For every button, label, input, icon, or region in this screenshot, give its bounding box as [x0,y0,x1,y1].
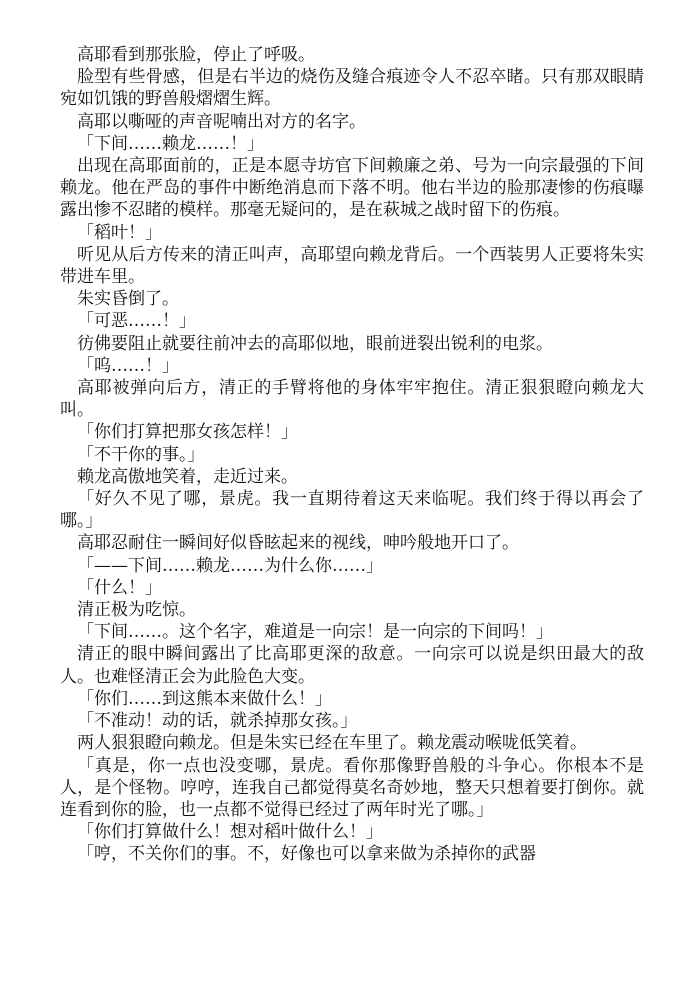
paragraph: 高耶被弹向后方，清正的手臂将他的身体牢牢抱住。清正狠狠瞪向赖龙大叫。 [60,378,644,421]
dialogue-line: 「呜……！」 [77,355,179,376]
paragraph: 彷佛要阻止就要往前冲去的高耶似地，眼前迸裂出锐利的电浆。 [77,333,553,354]
document-body [60,44,644,866]
dialogue-line: 「真是，你一点也没变哪，景虎。看你那像野兽般的斗争心。你根本不是人，是个怪物。哼哼，连我自己都觉得莫名奇妙地，整天只想着要打倒你。就连看到你的脸，也一点都不觉得已经过了两年时光了哪。」 [60,755,644,820]
paragraph: 清正极为吃惊。 [77,600,196,621]
paragraph: 清正的眼中瞬间露出了比高耶更深的敌意。一向宗可以说是织田最大的敌人。也难怪清正会为此脸色大变。 [60,644,644,687]
dialogue-line: 「不准动！动的话，就杀掉那女孩。」 [77,711,358,732]
paragraph: 高耶忍耐住一瞬间好似昏眩起来的视线，呻吟般地开口了。 [77,533,519,554]
paragraph: 两人狠狠瞪向赖龙。但是朱实已经在车里了。赖龙震动喉咙低笑着。 [77,733,587,754]
dialogue-line: 「——下间……赖龙……为什么你……」 [77,555,383,576]
paragraph: 听见从后方传来的清正叫声，高耶望向赖龙背后。一个西装男人正要将朱实带进车里。 [60,244,644,288]
dialogue-line: 「可恶……！」 [77,311,196,332]
dialogue-line: 「下间……。这个名字，难道是一向宗！是一向宗的下间吗！」 [77,622,553,643]
dialogue-line: 「好久不见了哪，景虎。我一直期待着这天来临呢。我们终于得以再会了哪。」 [60,489,644,532]
dialogue-line: 「你们打算做什么！想对稻叶做什么！」 [77,822,383,843]
paragraph: 高耶以嘶哑的声音呢喃出对方的名字。 [77,111,366,132]
dialogue-line: 「什么！」 [77,577,162,598]
paragraph: 出现在高耶面前的，正是本愿寺坊官下间赖廉之弟、号为一向宗最强的下间赖龙。他在严岛的事件中断绝消息而下落不明。他右半边的脸那凄惨的伤痕曝露出惨不忍睹的模样。那毫无疑问的，是在萩城之战时留下的伤痕。 [60,156,644,221]
dialogue-line: 「稻叶！」 [77,222,162,243]
paragraph: 脸型有些骨感，但是右半边的烧伤及缝合痕迹令人不忍卒睹。只有那双眼睛宛如饥饿的野兽般熠熠生辉。 [60,67,644,110]
dialogue-line: 「你们……到这熊本来做什么！」 [77,688,332,709]
paragraph: 赖龙高傲地笑着，走近过来。 [77,466,298,487]
paragraph: 高耶看到那张脸，停止了呼吸。 [77,45,315,65]
dialogue-line: 「哼，不关你们的事。不，好像也可以拿来做为杀掉你的武器 [77,844,536,865]
dialogue-line: 「你们打算把那女孩怎样！」 [77,422,298,443]
paragraph: 朱实昏倒了。 [77,289,179,310]
dialogue-line: 「不干你的事。」 [77,444,205,465]
dialogue-line: 「下间……赖龙……！」 [77,133,264,154]
